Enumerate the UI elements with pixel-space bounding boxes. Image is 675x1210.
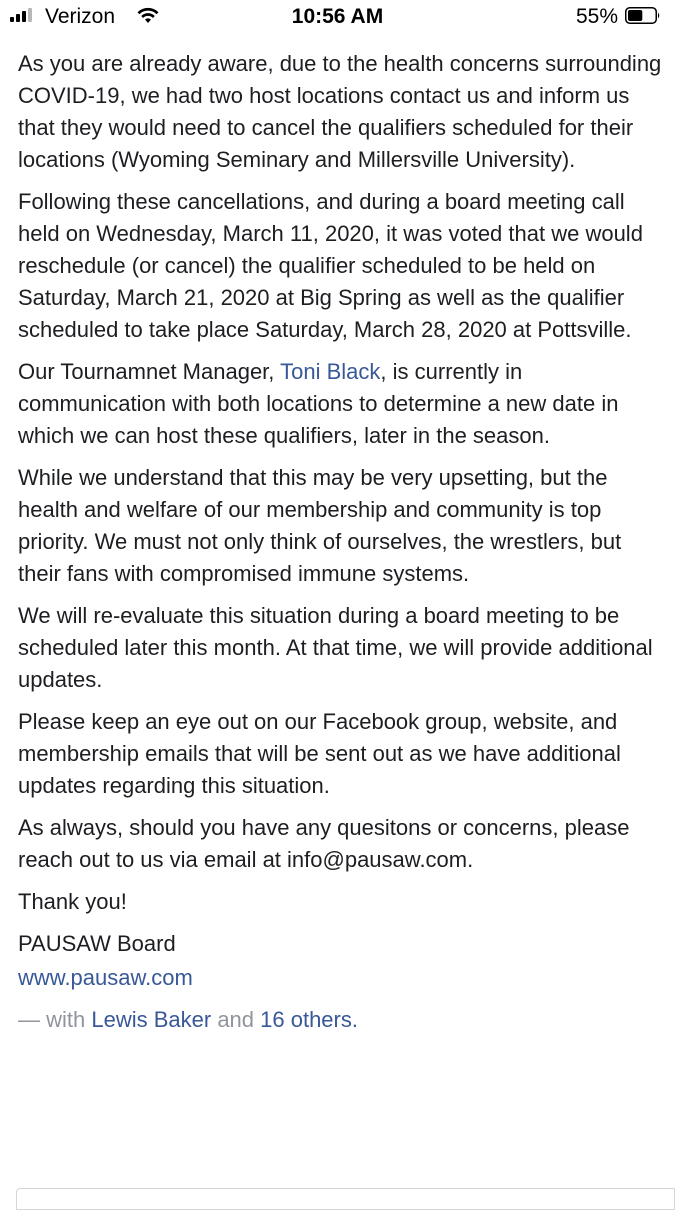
with-and: and [211, 1007, 261, 1032]
tagged-others-link[interactable]: 16 others [260, 1007, 352, 1032]
clock: 10:56 AM [291, 5, 384, 28]
paragraph-text: Our Tournamnet Manager, [18, 359, 281, 384]
post-paragraph-5: We will re-evaluate this situation during a board meeting to be scheduled later this month. At that time, we will provide additional updates. [18, 603, 653, 692]
paragraph-text: , is currently in communication with both locations to determine a new date in which we can host these qualifiers, later in the season. [18, 359, 619, 448]
tagged-friend-link[interactable]: Lewis Baker [91, 1007, 212, 1032]
battery-icon [625, 7, 661, 24]
post-paragraph-8: Thank you! [18, 889, 127, 914]
tagged-with-line [18, 1004, 663, 1036]
carrier-name: Verizon [45, 5, 116, 28]
signature-name: PAUSAW Board [18, 931, 176, 956]
signature [18, 928, 663, 994]
status-bar [0, 0, 675, 36]
comment-box-edge [16, 1188, 675, 1210]
website-link[interactable]: www.pausaw.com [18, 965, 193, 990]
post-paragraph-3 [18, 356, 663, 452]
post-paragraph-1: As you are already aware, due to the health concerns surrounding COVID-19, we had two host locations contact us and inform us that they would need to cancel the qualifiers scheduled for their locations (Wyoming Seminary and Millersville University). [18, 51, 662, 172]
post-paragraph-4: While we understand that this may be very upsetting, but the health and welfare of our membership and community is top priority. We must not only think of ourselves, the wrestlers, but their fans with compromised immune systems. [18, 465, 622, 586]
post-paragraph-6: Please keep an eye out on our Facebook group, website, and membership emails that will be sent out as we have additional updates regarding this situation. [18, 709, 621, 798]
post-body [18, 48, 663, 1036]
post-paragraph-2: Following these cancellations, and during a board meeting call held on Wednesday, March 11, 2020, it was voted that we would reschedule (or cancel) the qualifier scheduled to be held on Saturday, March 21, 2020 at Big Spring as well as the qualifier scheduled to take place Saturday, March 28, 2020 at Pottsville. [18, 189, 643, 342]
tagged-person-link[interactable]: Toni Black [280, 359, 381, 384]
post-paragraph-7: As always, should you have any quesitons or concerns, please reach out to us via email at info@pausaw.com. [18, 815, 630, 872]
battery-percent: 55% [575, 5, 618, 28]
with-suffix: . [351, 1007, 358, 1032]
with-prefix: — with [18, 1007, 92, 1032]
